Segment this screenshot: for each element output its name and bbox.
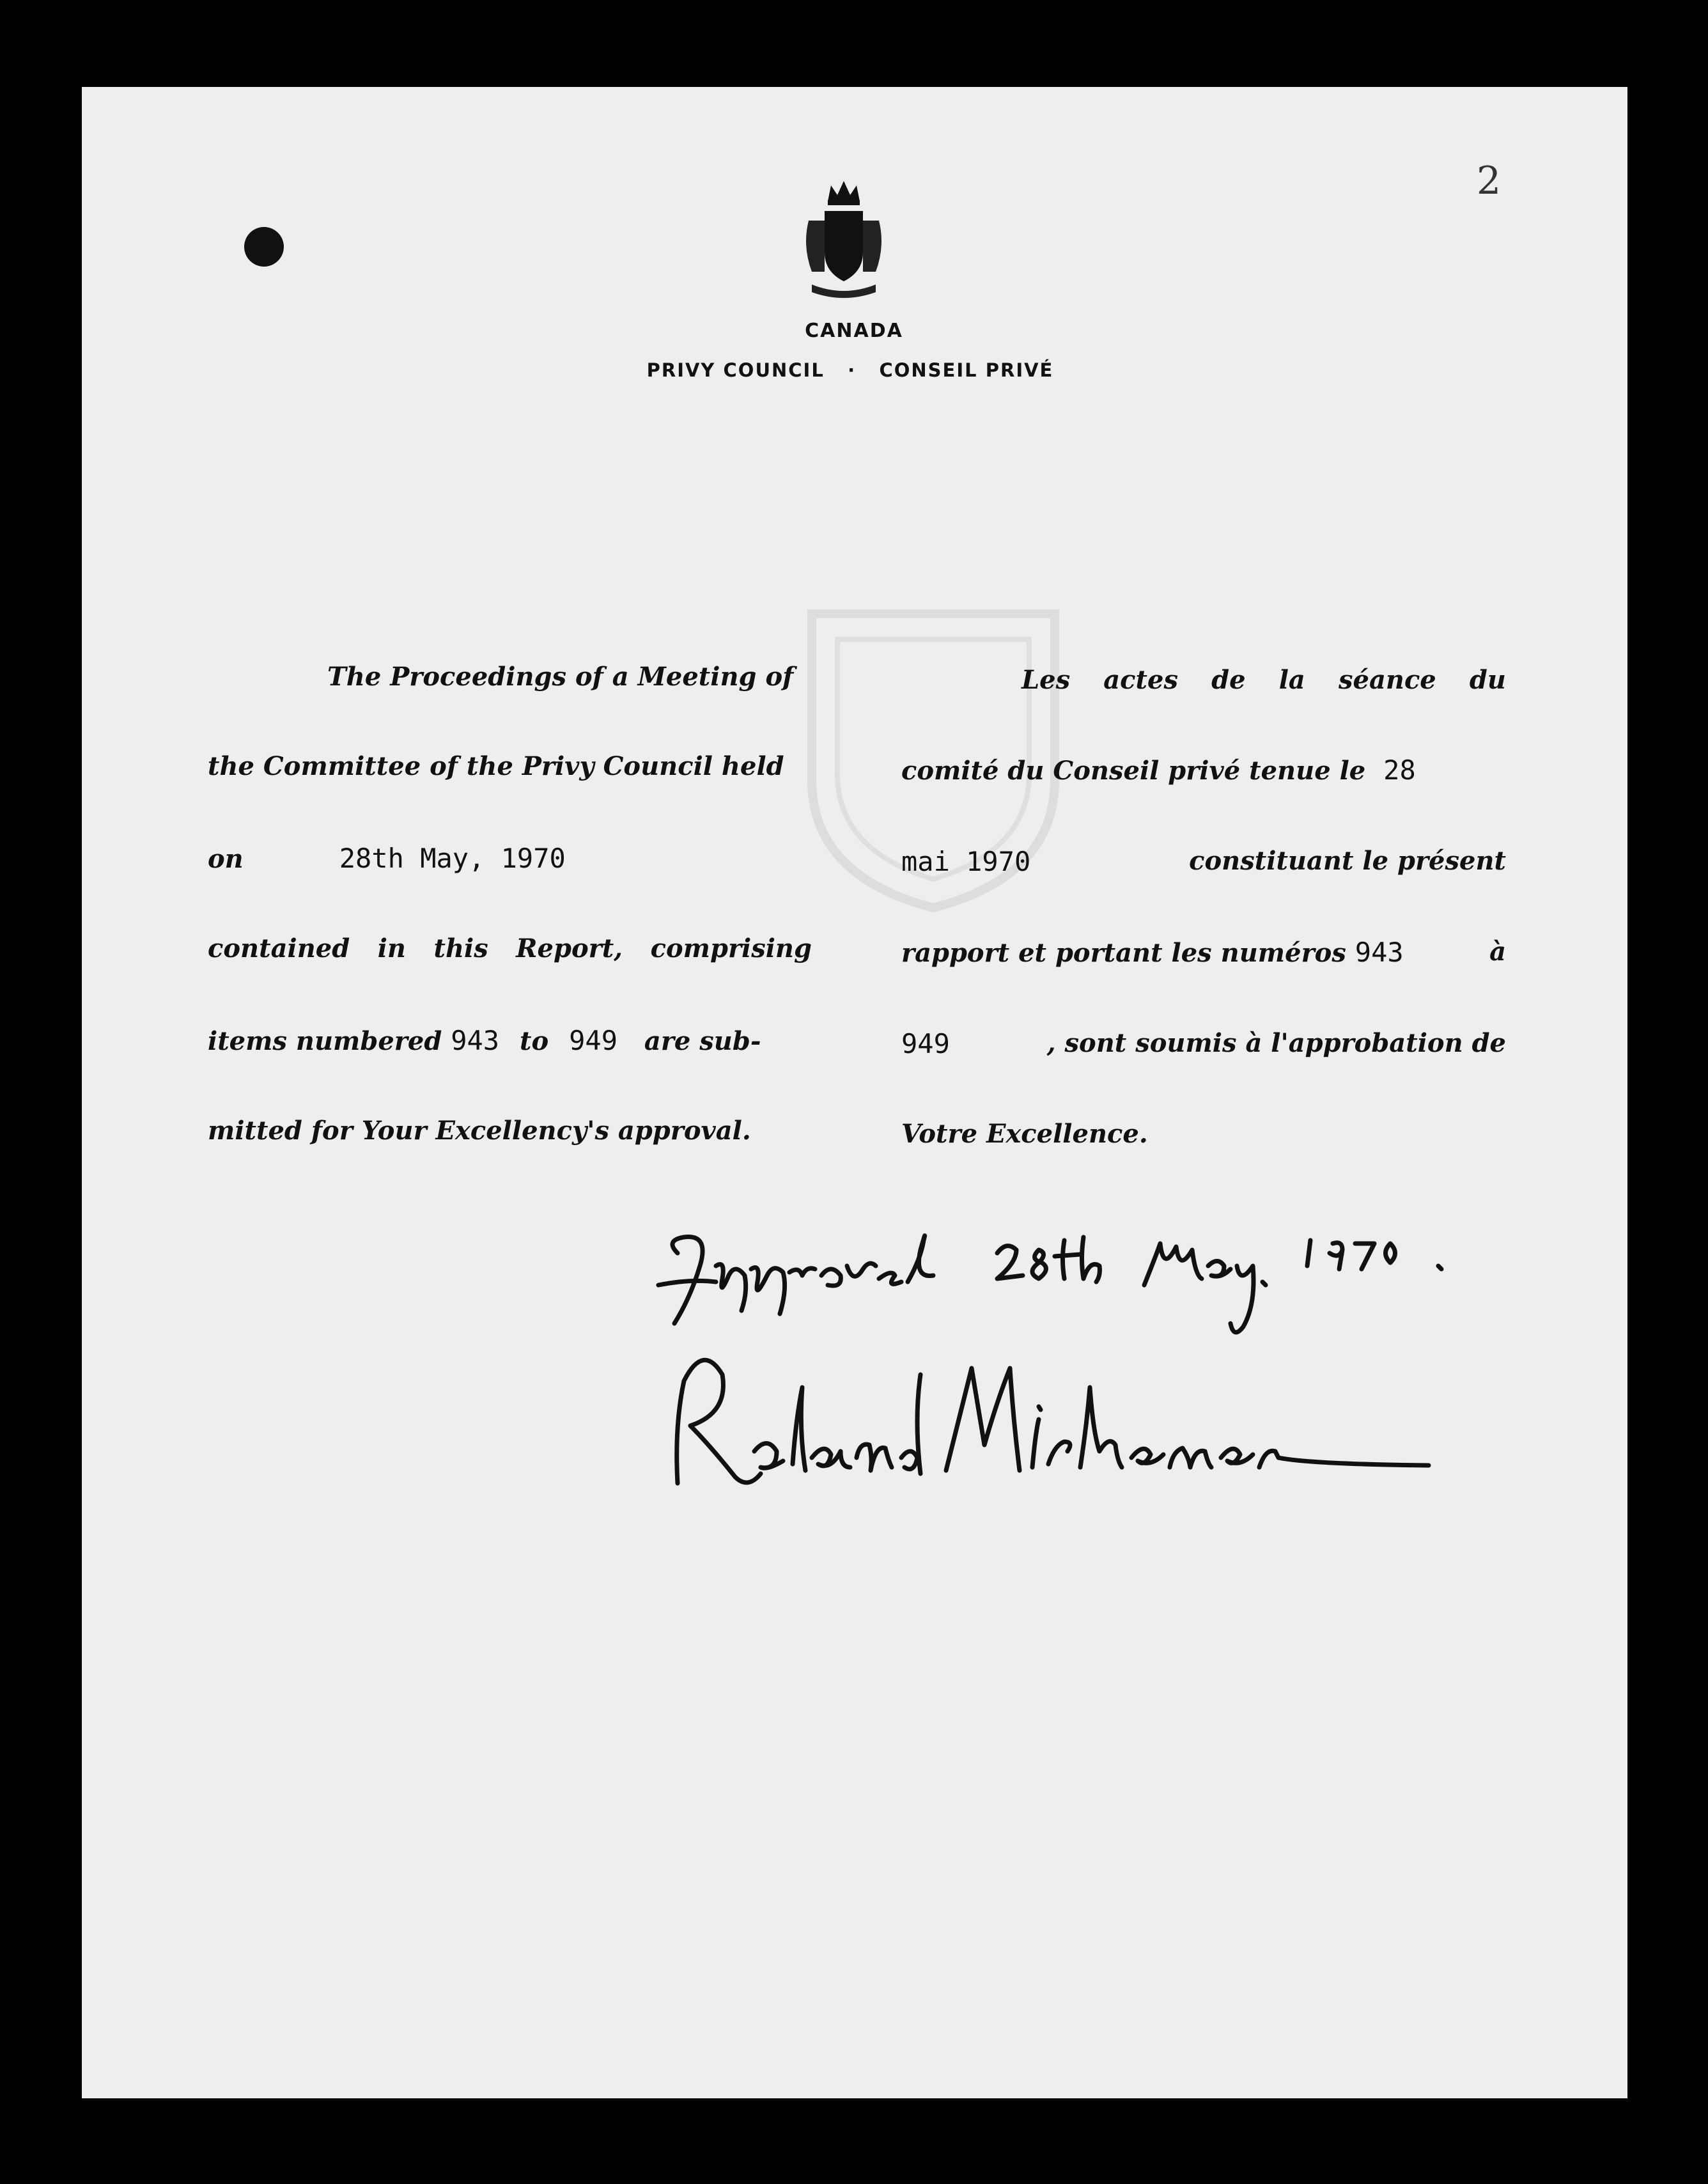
fr-line-4-text [901, 937, 1404, 968]
fr-item-from: 943 [1355, 937, 1404, 968]
handwritten-approval-signature [639, 1215, 1534, 1547]
en-item-from: 943 [451, 1025, 500, 1056]
en-meeting-date: 28th May, 1970 [339, 843, 566, 874]
page-number: 2 [1477, 159, 1502, 203]
council-fr: CONSEIL PRIVÉ [879, 359, 1054, 381]
fr-day: 28 [1383, 754, 1416, 786]
fr-word: la [1278, 665, 1305, 695]
en-word: Report, [516, 933, 623, 963]
en-word: comprising [650, 933, 812, 963]
coat-of-arms-icon [796, 176, 892, 304]
letterhead-country: CANADA [805, 320, 903, 342]
en-to-label: to [520, 1026, 549, 1056]
fr-item-to: 949 [901, 1028, 950, 1059]
fr-line-1 [1021, 665, 1506, 695]
en-items-label: items numbered [208, 1026, 442, 1056]
en-on-label: on [208, 844, 244, 874]
fr-line-3-rest: constituant le présent [1189, 846, 1506, 876]
punch-hole [244, 227, 284, 267]
fr-line-5-rest: , sont soumis à l'approbation de [1046, 1028, 1506, 1058]
fr-word: du [1469, 665, 1506, 695]
fr-line-2-text: comité du Conseil privé tenue le [901, 756, 1366, 786]
en-line-5 [208, 1025, 761, 1056]
document-page [82, 87, 1627, 2098]
en-item-to: 949 [569, 1025, 617, 1056]
en-are-sub: are sub- [644, 1026, 761, 1056]
fr-line-5 [901, 1028, 1506, 1059]
fr-line-3 [901, 846, 1506, 877]
en-line-4 [208, 933, 812, 963]
council-separator: · [848, 359, 857, 381]
fr-line-4-words: rapport et portant les numéros [901, 938, 1346, 968]
en-line-6: mitted for Your Excellency's approval. [208, 1116, 751, 1146]
letterhead-council [633, 359, 1068, 381]
fr-word: actes [1103, 665, 1178, 695]
fr-line-2 [901, 754, 1416, 786]
council-en: PRIVY COUNCIL [646, 359, 825, 381]
en-word: this [433, 933, 488, 963]
fr-word: de [1211, 665, 1246, 695]
en-line-3 [208, 843, 566, 874]
en-word: contained [208, 933, 350, 963]
en-line-2: the Committee of the Privy Council held [208, 751, 784, 781]
fr-word: Les [1021, 665, 1071, 695]
fr-month-year: mai 1970 [901, 846, 1031, 877]
en-word: in [377, 933, 406, 963]
fr-word: séance [1338, 665, 1436, 695]
fr-a-label: à [1489, 937, 1506, 967]
en-line-1: The Proceedings of a Meeting of [327, 662, 794, 692]
fr-line-6: Votre Excellence. [901, 1119, 1148, 1149]
fr-line-4 [901, 937, 1506, 968]
